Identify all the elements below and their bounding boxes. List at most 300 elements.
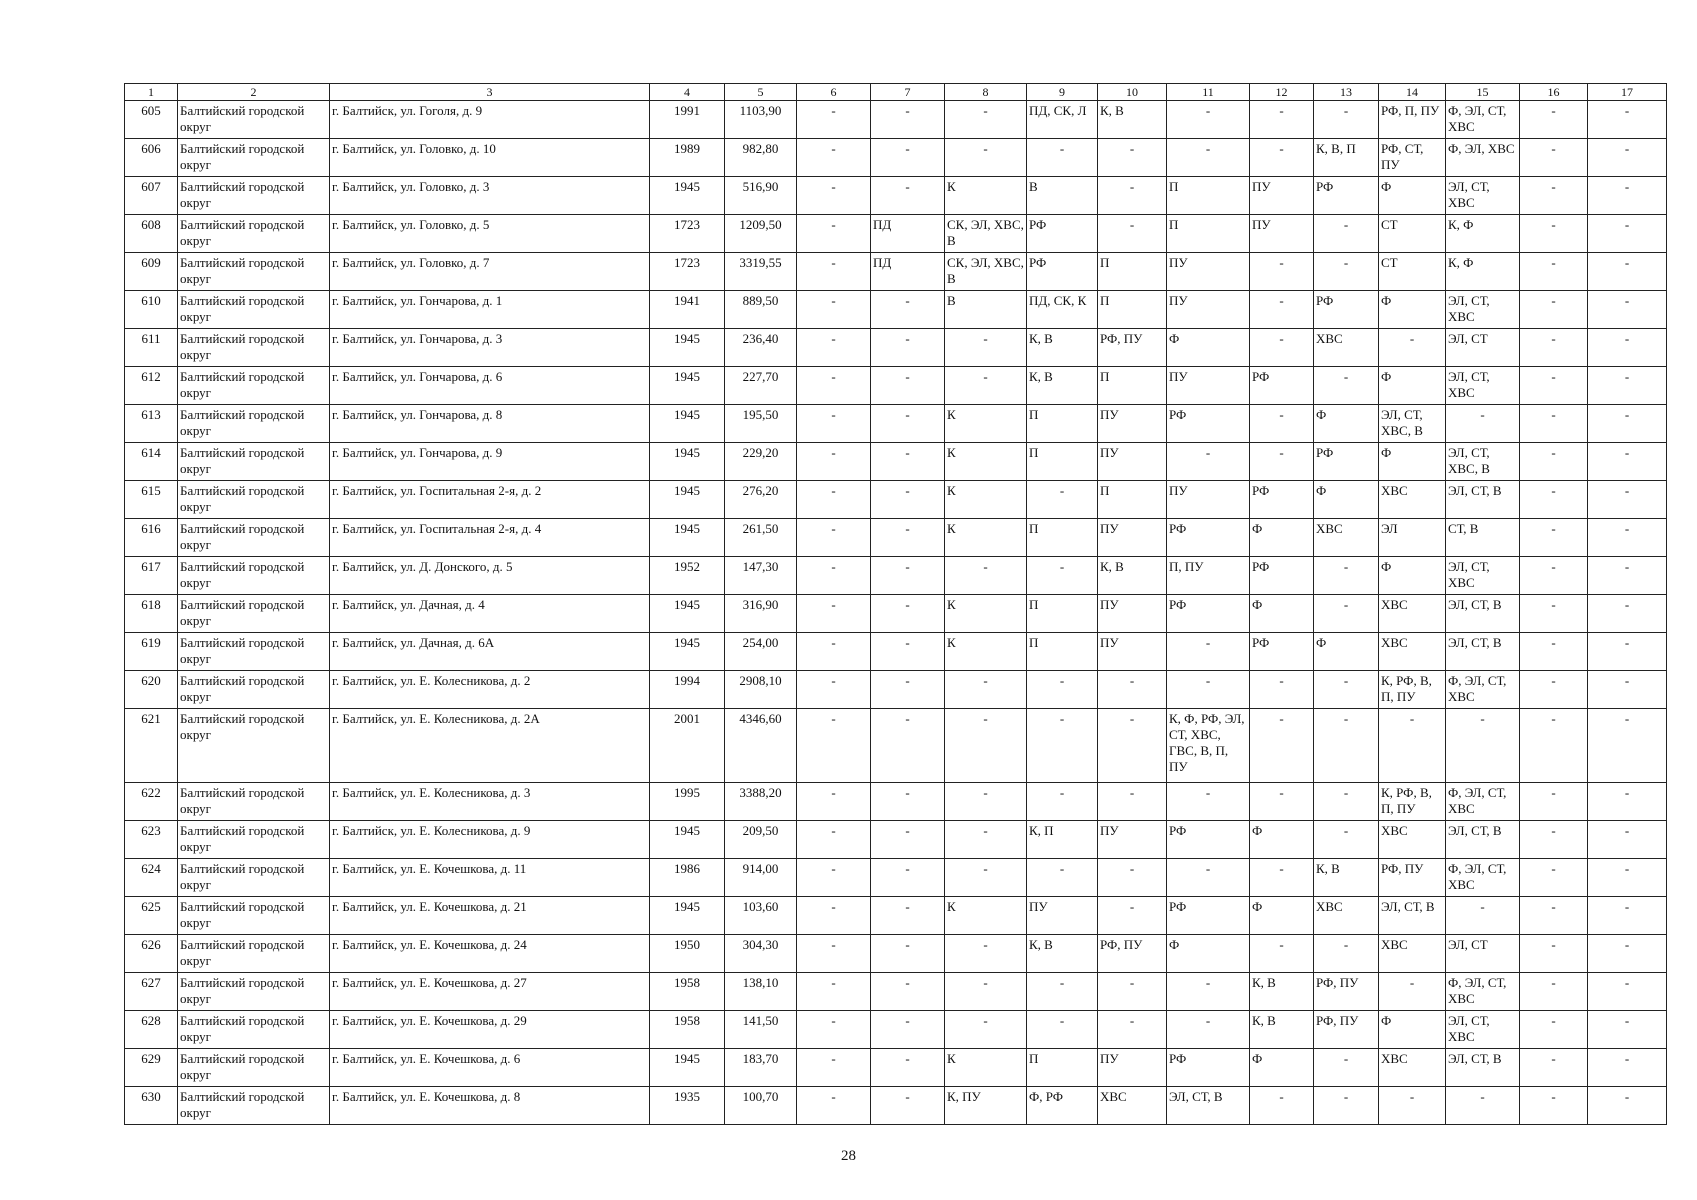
table-cell: -	[1379, 709, 1446, 783]
table-cell: Ф	[1314, 633, 1379, 671]
table-cell: Ф	[1250, 595, 1314, 633]
table-row	[125, 291, 1667, 329]
table-row	[125, 595, 1667, 633]
table-cell: г. Балтийск, ул. Гончарова, д. 1	[330, 291, 650, 329]
table-row	[125, 405, 1667, 443]
table-cell: 615	[125, 481, 178, 519]
table-cell: Балтийский городской округ	[178, 291, 330, 329]
column-header: 5	[725, 84, 797, 101]
table-cell: В	[945, 291, 1027, 329]
table-cell: г. Балтийск, ул. Е. Кочешкова, д. 21	[330, 897, 650, 935]
table-cell: 1723	[650, 215, 725, 253]
table-cell: П	[1027, 405, 1098, 443]
table-cell: -	[1588, 897, 1667, 935]
table-cell: РФ	[1250, 367, 1314, 405]
table-cell: -	[1167, 783, 1250, 821]
table-cell: -	[797, 935, 871, 973]
table-cell: -	[871, 973, 945, 1011]
table-cell: -	[945, 709, 1027, 783]
table-cell: ХВС	[1379, 821, 1446, 859]
table-cell: ПУ	[1167, 367, 1250, 405]
table-cell: Балтийский городской округ	[178, 139, 330, 177]
table-cell: ЭЛ, СТ, ХВС	[1446, 557, 1520, 595]
table-cell: 1995	[650, 783, 725, 821]
table-cell: 1723	[650, 253, 725, 291]
table-cell: К, РФ, В, П, ПУ	[1379, 671, 1446, 709]
table-cell: 1945	[650, 595, 725, 633]
table-cell: 612	[125, 367, 178, 405]
table-cell: 1989	[650, 139, 725, 177]
table-cell: -	[1520, 897, 1588, 935]
table-cell: г. Балтийск, ул. Головко, д. 5	[330, 215, 650, 253]
table-cell: 103,60	[725, 897, 797, 935]
table-body	[125, 101, 1667, 1125]
table-cell: -	[1098, 973, 1167, 1011]
column-header: 12	[1250, 84, 1314, 101]
table-cell: 619	[125, 633, 178, 671]
table-cell: -	[1520, 405, 1588, 443]
table-cell: -	[797, 291, 871, 329]
table-cell: ЭЛ, СТ, В	[1446, 595, 1520, 633]
table-cell: -	[1314, 783, 1379, 821]
table-cell: 304,30	[725, 935, 797, 973]
table-cell: -	[871, 1087, 945, 1125]
table-cell: -	[1588, 405, 1667, 443]
table-cell: РФ	[1250, 557, 1314, 595]
table-cell: -	[1588, 481, 1667, 519]
table-cell: г. Балтийск, ул. Гончарова, д. 9	[330, 443, 650, 481]
table-cell: г. Балтийск, ул. Е. Кочешкова, д. 24	[330, 935, 650, 973]
table-cell: К, П	[1027, 821, 1098, 859]
table-cell: РФ	[1167, 405, 1250, 443]
table-cell: -	[871, 821, 945, 859]
table-cell: -	[871, 859, 945, 897]
table-cell: Ф, ЭЛ, СТ, ХВС	[1446, 859, 1520, 897]
table-cell: ПУ	[1098, 405, 1167, 443]
table-cell: 628	[125, 1011, 178, 1049]
table-cell: 1945	[650, 897, 725, 935]
table-cell: -	[871, 1011, 945, 1049]
table-cell: -	[945, 139, 1027, 177]
table-row	[125, 443, 1667, 481]
table-row	[125, 215, 1667, 253]
column-header: 13	[1314, 84, 1379, 101]
table-cell: г. Балтийск, ул. Е. Кочешкова, д. 6	[330, 1049, 650, 1087]
table-cell: -	[1098, 215, 1167, 253]
table-cell: 606	[125, 139, 178, 177]
table-cell: -	[1446, 1087, 1520, 1125]
table-cell: 138,10	[725, 973, 797, 1011]
table-cell: -	[1314, 101, 1379, 139]
table-cell: г. Балтийск, ул. Д. Донского, д. 5	[330, 557, 650, 595]
table-cell: -	[1250, 139, 1314, 177]
table-cell: -	[1588, 821, 1667, 859]
table-cell: -	[1520, 481, 1588, 519]
table-cell: -	[1027, 859, 1098, 897]
table-cell: -	[1520, 1049, 1588, 1087]
table-cell: Ф	[1379, 177, 1446, 215]
table-cell: 608	[125, 215, 178, 253]
table-cell: -	[1250, 405, 1314, 443]
table-cell: К, В, П	[1314, 139, 1379, 177]
table-cell: -	[1520, 329, 1588, 367]
table-row	[125, 859, 1667, 897]
table-cell: РФ	[1314, 177, 1379, 215]
table-cell: -	[1027, 139, 1098, 177]
table-cell: 630	[125, 1087, 178, 1125]
table-cell: Балтийский городской округ	[178, 405, 330, 443]
table-cell: К, Ф	[1446, 253, 1520, 291]
table-cell: -	[871, 101, 945, 139]
table-cell: -	[1588, 973, 1667, 1011]
table-cell: К, В	[1250, 1011, 1314, 1049]
table-cell: -	[1314, 595, 1379, 633]
table-cell: ПД	[871, 215, 945, 253]
table-cell: -	[1379, 329, 1446, 367]
table-cell: -	[871, 557, 945, 595]
table-row	[125, 1011, 1667, 1049]
table-cell: 914,00	[725, 859, 797, 897]
table-cell: К	[945, 405, 1027, 443]
table-cell: Ф, ЭЛ, СТ, ХВС	[1446, 101, 1520, 139]
table-cell: -	[945, 783, 1027, 821]
table-cell: ХВС	[1379, 935, 1446, 973]
table-cell: ХВС	[1314, 329, 1379, 367]
table-cell: -	[1314, 1049, 1379, 1087]
table-cell: ПУ	[1167, 291, 1250, 329]
table-cell: Балтийский городской округ	[178, 783, 330, 821]
table-cell: Балтийский городской округ	[178, 1011, 330, 1049]
table-cell: 1103,90	[725, 101, 797, 139]
table-cell: -	[1250, 671, 1314, 709]
table-cell: ЭЛ, СТ, В	[1446, 481, 1520, 519]
table-cell: -	[797, 557, 871, 595]
table-cell: 1945	[650, 633, 725, 671]
table-cell: К	[945, 519, 1027, 557]
table-cell: К, В	[1098, 101, 1167, 139]
table-row	[125, 253, 1667, 291]
table-cell: Балтийский городской округ	[178, 897, 330, 935]
table-cell: РФ	[1250, 633, 1314, 671]
table-cell: 254,00	[725, 633, 797, 671]
table-cell: 3319,55	[725, 253, 797, 291]
table-cell: 607	[125, 177, 178, 215]
table-cell: ЭЛ, СТ, В	[1446, 821, 1520, 859]
column-header: 7	[871, 84, 945, 101]
table-cell: 1945	[650, 443, 725, 481]
table-cell: -	[797, 519, 871, 557]
table-cell: г. Балтийск, ул. Гончарова, д. 3	[330, 329, 650, 367]
table-cell: РФ, ПУ	[1098, 935, 1167, 973]
table-cell: -	[1027, 973, 1098, 1011]
table-row	[125, 101, 1667, 139]
table-cell: П	[1027, 595, 1098, 633]
table-cell: -	[797, 253, 871, 291]
table-cell: ПУ	[1098, 821, 1167, 859]
column-header: 1	[125, 84, 178, 101]
table-cell: Балтийский городской округ	[178, 633, 330, 671]
table-cell: -	[1250, 783, 1314, 821]
table-cell: К	[945, 177, 1027, 215]
table-cell: -	[797, 101, 871, 139]
table-cell: Балтийский городской округ	[178, 367, 330, 405]
table-cell: Балтийский городской округ	[178, 177, 330, 215]
table-cell: П	[1098, 481, 1167, 519]
table-cell: 1986	[650, 859, 725, 897]
table-cell: К, В	[1027, 329, 1098, 367]
table-cell: -	[1379, 973, 1446, 1011]
table-cell: 611	[125, 329, 178, 367]
table-cell: 1945	[650, 1049, 725, 1087]
table-cell: К, В	[1027, 935, 1098, 973]
table-cell: 625	[125, 897, 178, 935]
table-cell: ПУ	[1098, 443, 1167, 481]
table-cell: -	[1250, 1087, 1314, 1125]
table-cell: -	[1588, 291, 1667, 329]
table-cell: -	[1588, 1011, 1667, 1049]
table-cell: 183,70	[725, 1049, 797, 1087]
table-cell: -	[1027, 1011, 1098, 1049]
table-cell: 616	[125, 519, 178, 557]
table-cell: -	[871, 935, 945, 973]
table-cell: -	[1098, 783, 1167, 821]
table-cell: К, В	[1027, 367, 1098, 405]
table-cell: 626	[125, 935, 178, 973]
table-row	[125, 329, 1667, 367]
table-cell: г. Балтийск, ул. Е. Кочешкова, д. 8	[330, 1087, 650, 1125]
table-cell: -	[1520, 783, 1588, 821]
table-cell: ЭЛ, СТ, ХВС, В	[1379, 405, 1446, 443]
table-cell: -	[871, 595, 945, 633]
table-cell: 623	[125, 821, 178, 859]
table-cell: -	[1314, 253, 1379, 291]
table-cell: Балтийский городской округ	[178, 1087, 330, 1125]
table-cell: П	[1027, 443, 1098, 481]
table-row	[125, 557, 1667, 595]
table-cell: -	[871, 671, 945, 709]
table-cell: -	[1520, 1011, 1588, 1049]
table-cell: 1209,50	[725, 215, 797, 253]
column-header: 6	[797, 84, 871, 101]
table-cell: -	[945, 671, 1027, 709]
table-cell: П	[1167, 177, 1250, 215]
table-cell: Ф	[1250, 897, 1314, 935]
table-cell: -	[945, 367, 1027, 405]
table-row	[125, 519, 1667, 557]
table-cell: ЭЛ, СТ, В	[1446, 633, 1520, 671]
table-cell: Ф, ЭЛ, СТ, ХВС	[1446, 973, 1520, 1011]
table-cell: -	[871, 897, 945, 935]
table-cell: К	[945, 481, 1027, 519]
table-cell: Ф	[1314, 481, 1379, 519]
table-cell: ЭЛ, СТ	[1446, 935, 1520, 973]
table-cell: -	[1167, 101, 1250, 139]
table-cell: -	[1027, 481, 1098, 519]
table-cell: -	[871, 709, 945, 783]
table-cell: г. Балтийск, ул. Е. Кочешкова, д. 27	[330, 973, 650, 1011]
table-cell: -	[871, 367, 945, 405]
table-cell: -	[797, 329, 871, 367]
table-cell: СТ, В	[1446, 519, 1520, 557]
table-cell: -	[1588, 177, 1667, 215]
table-cell: -	[1588, 783, 1667, 821]
table-cell: 1941	[650, 291, 725, 329]
table-cell: СТ	[1379, 253, 1446, 291]
table-cell: 1958	[650, 1011, 725, 1049]
table-cell: -	[1588, 253, 1667, 291]
table-cell: Балтийский городской округ	[178, 253, 330, 291]
table-cell: -	[945, 329, 1027, 367]
table-cell: Балтийский городской округ	[178, 481, 330, 519]
column-header: 15	[1446, 84, 1520, 101]
table-cell: -	[797, 671, 871, 709]
table-cell: Балтийский городской округ	[178, 101, 330, 139]
table-cell: 1945	[650, 481, 725, 519]
table-cell: -	[1588, 139, 1667, 177]
column-header: 9	[1027, 84, 1098, 101]
table-cell: -	[1446, 709, 1520, 783]
table-cell: Балтийский городской округ	[178, 821, 330, 859]
table-row	[125, 709, 1667, 783]
table-cell: ПУ	[1098, 633, 1167, 671]
table-cell: -	[871, 177, 945, 215]
table-cell: -	[871, 783, 945, 821]
table-cell: 3388,20	[725, 783, 797, 821]
table-cell: 627	[125, 973, 178, 1011]
table-cell: СК, ЭЛ, ХВС, В	[945, 215, 1027, 253]
table-cell: РФ	[1167, 595, 1250, 633]
table-cell: Ф	[1250, 519, 1314, 557]
table-cell: П	[1098, 253, 1167, 291]
table-cell: ЭЛ, СТ, В	[1379, 897, 1446, 935]
table-cell: -	[1167, 633, 1250, 671]
table-cell: 613	[125, 405, 178, 443]
table-cell: -	[1588, 1087, 1667, 1125]
table-cell: ЭЛ, СТ, ХВС	[1446, 367, 1520, 405]
table-cell: РФ	[1027, 253, 1098, 291]
table-cell: 624	[125, 859, 178, 897]
table-cell: К	[945, 633, 1027, 671]
table-cell: ХВС	[1314, 897, 1379, 935]
table-cell: -	[1250, 329, 1314, 367]
table-cell: -	[1520, 973, 1588, 1011]
column-header: 8	[945, 84, 1027, 101]
table-cell: РФ	[1314, 443, 1379, 481]
table-cell: РФ, ПУ	[1314, 1011, 1379, 1049]
table-cell: -	[797, 443, 871, 481]
table-cell: 1952	[650, 557, 725, 595]
table-row	[125, 935, 1667, 973]
table-cell: Балтийский городской округ	[178, 1049, 330, 1087]
table-cell: Балтийский городской округ	[178, 709, 330, 783]
table-cell: 629	[125, 1049, 178, 1087]
table-cell: -	[1520, 519, 1588, 557]
table-cell: -	[1588, 709, 1667, 783]
table-cell: РФ, П, ПУ	[1379, 101, 1446, 139]
table-cell: -	[1446, 897, 1520, 935]
table-cell: Ф	[1379, 557, 1446, 595]
table-cell: ПУ	[1098, 519, 1167, 557]
table-cell: 1958	[650, 973, 725, 1011]
table-cell: -	[797, 897, 871, 935]
table-cell: -	[1588, 633, 1667, 671]
table-cell: 229,20	[725, 443, 797, 481]
table-cell: г. Балтийск, ул. Головко, д. 3	[330, 177, 650, 215]
table-cell: -	[1588, 215, 1667, 253]
table-cell: -	[1520, 821, 1588, 859]
table-cell: -	[1314, 935, 1379, 973]
table-cell: РФ	[1314, 291, 1379, 329]
table-cell: -	[871, 443, 945, 481]
table-cell: -	[871, 519, 945, 557]
table-cell: -	[945, 973, 1027, 1011]
table-cell: -	[797, 405, 871, 443]
table-cell: 209,50	[725, 821, 797, 859]
table-cell: -	[1250, 443, 1314, 481]
table-cell: -	[1098, 897, 1167, 935]
table-cell: ЭЛ, СТ, ХВС	[1446, 177, 1520, 215]
table-cell: -	[1446, 405, 1520, 443]
table-cell: ЭЛ, СТ, В	[1167, 1087, 1250, 1125]
table-cell: Балтийский городской округ	[178, 935, 330, 973]
table-cell: -	[1379, 1087, 1446, 1125]
table-cell: -	[1098, 671, 1167, 709]
table-cell: ЭЛ, СТ	[1446, 329, 1520, 367]
table-cell: -	[797, 367, 871, 405]
table-cell: Ф, ЭЛ, СТ, ХВС	[1446, 783, 1520, 821]
table-cell: 2001	[650, 709, 725, 783]
table-cell: -	[871, 405, 945, 443]
table-cell: -	[797, 973, 871, 1011]
table-cell: -	[797, 1087, 871, 1125]
table-cell: 141,50	[725, 1011, 797, 1049]
table-cell: -	[1588, 671, 1667, 709]
table-row	[125, 177, 1667, 215]
table-cell: -	[1314, 215, 1379, 253]
table-cell: 618	[125, 595, 178, 633]
table-cell: -	[1588, 595, 1667, 633]
table-cell: 1945	[650, 519, 725, 557]
table-cell: -	[945, 557, 1027, 595]
table-cell: ПД	[871, 253, 945, 291]
table-cell: -	[945, 101, 1027, 139]
table-cell: К, Ф	[1446, 215, 1520, 253]
table-cell: РФ, ПУ	[1098, 329, 1167, 367]
column-header: 14	[1379, 84, 1446, 101]
table-cell: 1950	[650, 935, 725, 973]
table-cell: 1991	[650, 101, 725, 139]
table-cell: Ф	[1379, 367, 1446, 405]
table-cell: -	[1588, 859, 1667, 897]
table-row	[125, 1049, 1667, 1087]
table-cell: -	[871, 1049, 945, 1087]
table-cell: Ф	[1250, 821, 1314, 859]
table-cell: -	[945, 821, 1027, 859]
table-cell: г. Балтийск, ул. Дачная, д. 6А	[330, 633, 650, 671]
table-cell: -	[797, 1011, 871, 1049]
table-cell: Балтийский городской округ	[178, 329, 330, 367]
table-cell: Ф, ЭЛ, СТ, ХВС	[1446, 671, 1520, 709]
table-row	[125, 897, 1667, 935]
table-cell: г. Балтийск, ул. Е. Колесникова, д. 9	[330, 821, 650, 859]
table-cell: -	[1027, 709, 1098, 783]
table-row	[125, 481, 1667, 519]
table-cell: -	[1167, 139, 1250, 177]
table-cell: Ф	[1379, 443, 1446, 481]
table-cell: 621	[125, 709, 178, 783]
table-cell: Балтийский городской округ	[178, 215, 330, 253]
table-cell: -	[1520, 709, 1588, 783]
